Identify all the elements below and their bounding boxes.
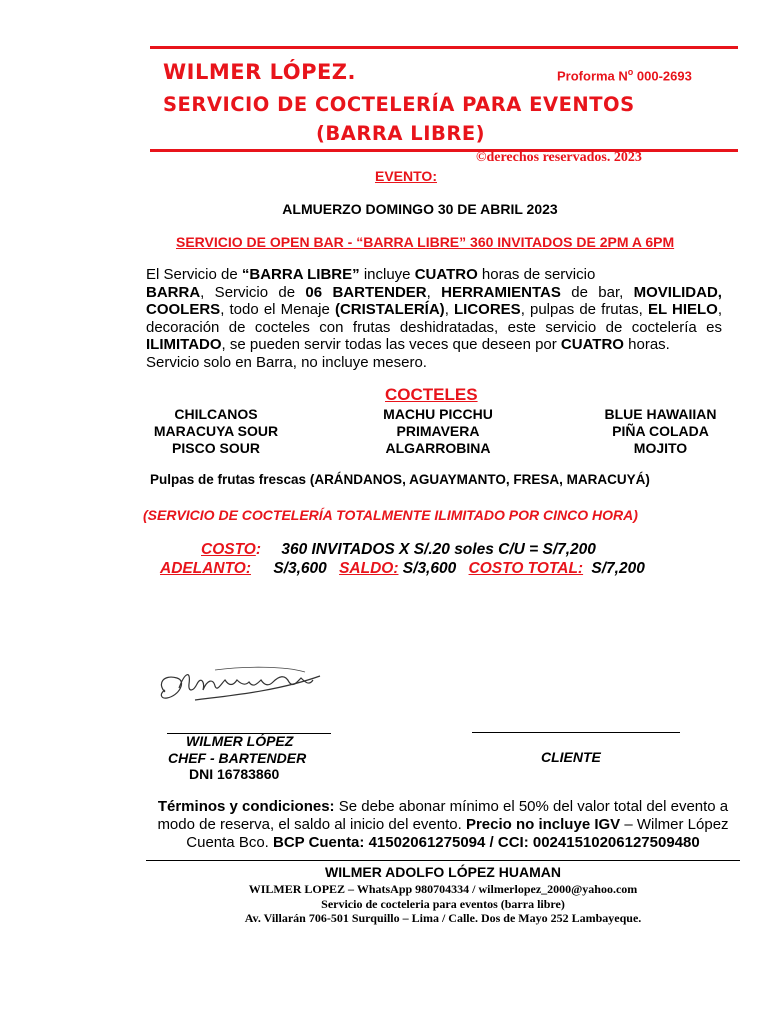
- proforma-number: Proforma $N^o$ 000-2693: [557, 67, 692, 84]
- cocktail-item: MACHU PICCHU: [383, 406, 493, 422]
- footer-contact: WILMER LOPEZ – WhatsApp 980704334 / wilmerlopez_2000@yahoo.com: [248, 882, 638, 896]
- footer-service: Servicio de cocteleria para eventos (barra libre): [321, 897, 565, 911]
- cost-line: COSTO: 360 INVITADOS X S/.20 soles C/U = S/7,200: [201, 541, 596, 558]
- advance-label: ADELANTO:: [160, 560, 251, 577]
- cocktail-column-3: [588, 406, 733, 457]
- advance-value: S/3,600: [273, 560, 327, 577]
- cocktail-item: MARACUYA SOUR: [153, 423, 279, 439]
- signer-dni: DNI 16783860: [189, 766, 280, 782]
- cocktail-item: BLUE HAWAIIAN: [604, 406, 717, 422]
- footer-address: Av. Villarán 706-501 Surquillo – Lima / Calle. Dos de Mayo 252 Lambayeque.: [244, 911, 642, 925]
- terms-and-conditions: Términos y condiciones: Se debe abonar mínimo el 50% del valor total del evento a modo de reserva, el saldo al inicio del evento. Precio no incluye IGV – Wilmer López Cuenta Bco. BCP Cuenta: 41502061275094 / CCI: 00241510206127509480: [157, 798, 729, 851]
- copyright-notice: ©derechos reservados. 2023: [476, 150, 642, 165]
- fruit-pulps-line: Pulpas de frutas frescas (ARÁNDANOS, AGUAYMANTO, FRESA, MARACUYÁ): [150, 472, 650, 487]
- cocktail-column-2: [368, 406, 508, 457]
- signer-left: [168, 733, 306, 783]
- cocktail-item: CHILCANOS: [174, 406, 258, 422]
- payment-line: [160, 560, 645, 578]
- header-bottom-rule: [150, 149, 738, 152]
- cocktail-item: MOJITO: [633, 440, 688, 456]
- cocktail-item: PIÑA COLADA: [612, 423, 709, 439]
- cost-value: 360 INVITADOS X S/.20 soles C/U = S/7,200: [281, 541, 596, 558]
- unlimited-service-note: (SERVICIO DE COCTELERÍA TOTALMENTE ILIMITADO POR CINCO HORA): [143, 507, 638, 523]
- signature-line-right: [472, 732, 680, 733]
- service-title: SERVICIO DE COCTELERÍA PARA EVENTOS: [163, 93, 635, 116]
- cocktails-title: COCTELES: [385, 385, 478, 404]
- barra-libre-title: (BARRA LIBRE): [316, 122, 486, 145]
- cocktail-item: PISCO SOUR: [172, 440, 260, 456]
- balance-label: SALDO:: [339, 560, 399, 577]
- event-label: EVENTO:: [375, 168, 437, 184]
- open-bar-line: SERVICIO DE OPEN BAR - “BARRA LIBRE” 360 INVITADOS DE 2PM A 6PM: [176, 234, 675, 250]
- signer-client: CLIENTE: [541, 749, 601, 765]
- signer-name: WILMER LÓPEZ: [186, 733, 294, 749]
- cocktail-item: PRIMAVERA: [396, 423, 480, 439]
- footer-name: WILMER ADOLFO LÓPEZ HUAMAN: [325, 864, 561, 880]
- cocktail-item: ALGARROBINA: [385, 440, 491, 456]
- balance-value: S/3,600: [402, 560, 457, 577]
- handwritten-signature: [155, 662, 325, 712]
- signer-role: CHEF - BARTENDER: [168, 749, 307, 766]
- event-name: ALMUERZO DOMINGO 30 DE ABRIL 2023: [282, 201, 558, 217]
- company-name: WILMER LÓPEZ.: [163, 60, 357, 84]
- footer-rule: [146, 860, 740, 861]
- header-top-rule: [150, 46, 738, 49]
- total-label: COSTO TOTAL:: [468, 560, 584, 577]
- cost-label: COSTO: [201, 541, 256, 558]
- cocktail-column-1: [146, 406, 286, 457]
- service-description: El Servicio de “BARRA LIBRE” incluye CUATRO horas de servicio BARRA, Servicio de 06 BARTENDER, HERRAMIENTAS de bar, MOVILIDAD, COOLERS, todo el Menaje (CRISTALERÍA), LICORES, pulpas de frutas, EL HIELO, decoración de cocteles con frutas deshidratadas, este servicio de coctelería es ILIMITADO, se pueden servir todas las veces que deseen por CUATRO horas. Servicio solo en Barra, no incluye mesero.: [146, 266, 723, 371]
- total-value: S/7,200: [591, 560, 645, 577]
